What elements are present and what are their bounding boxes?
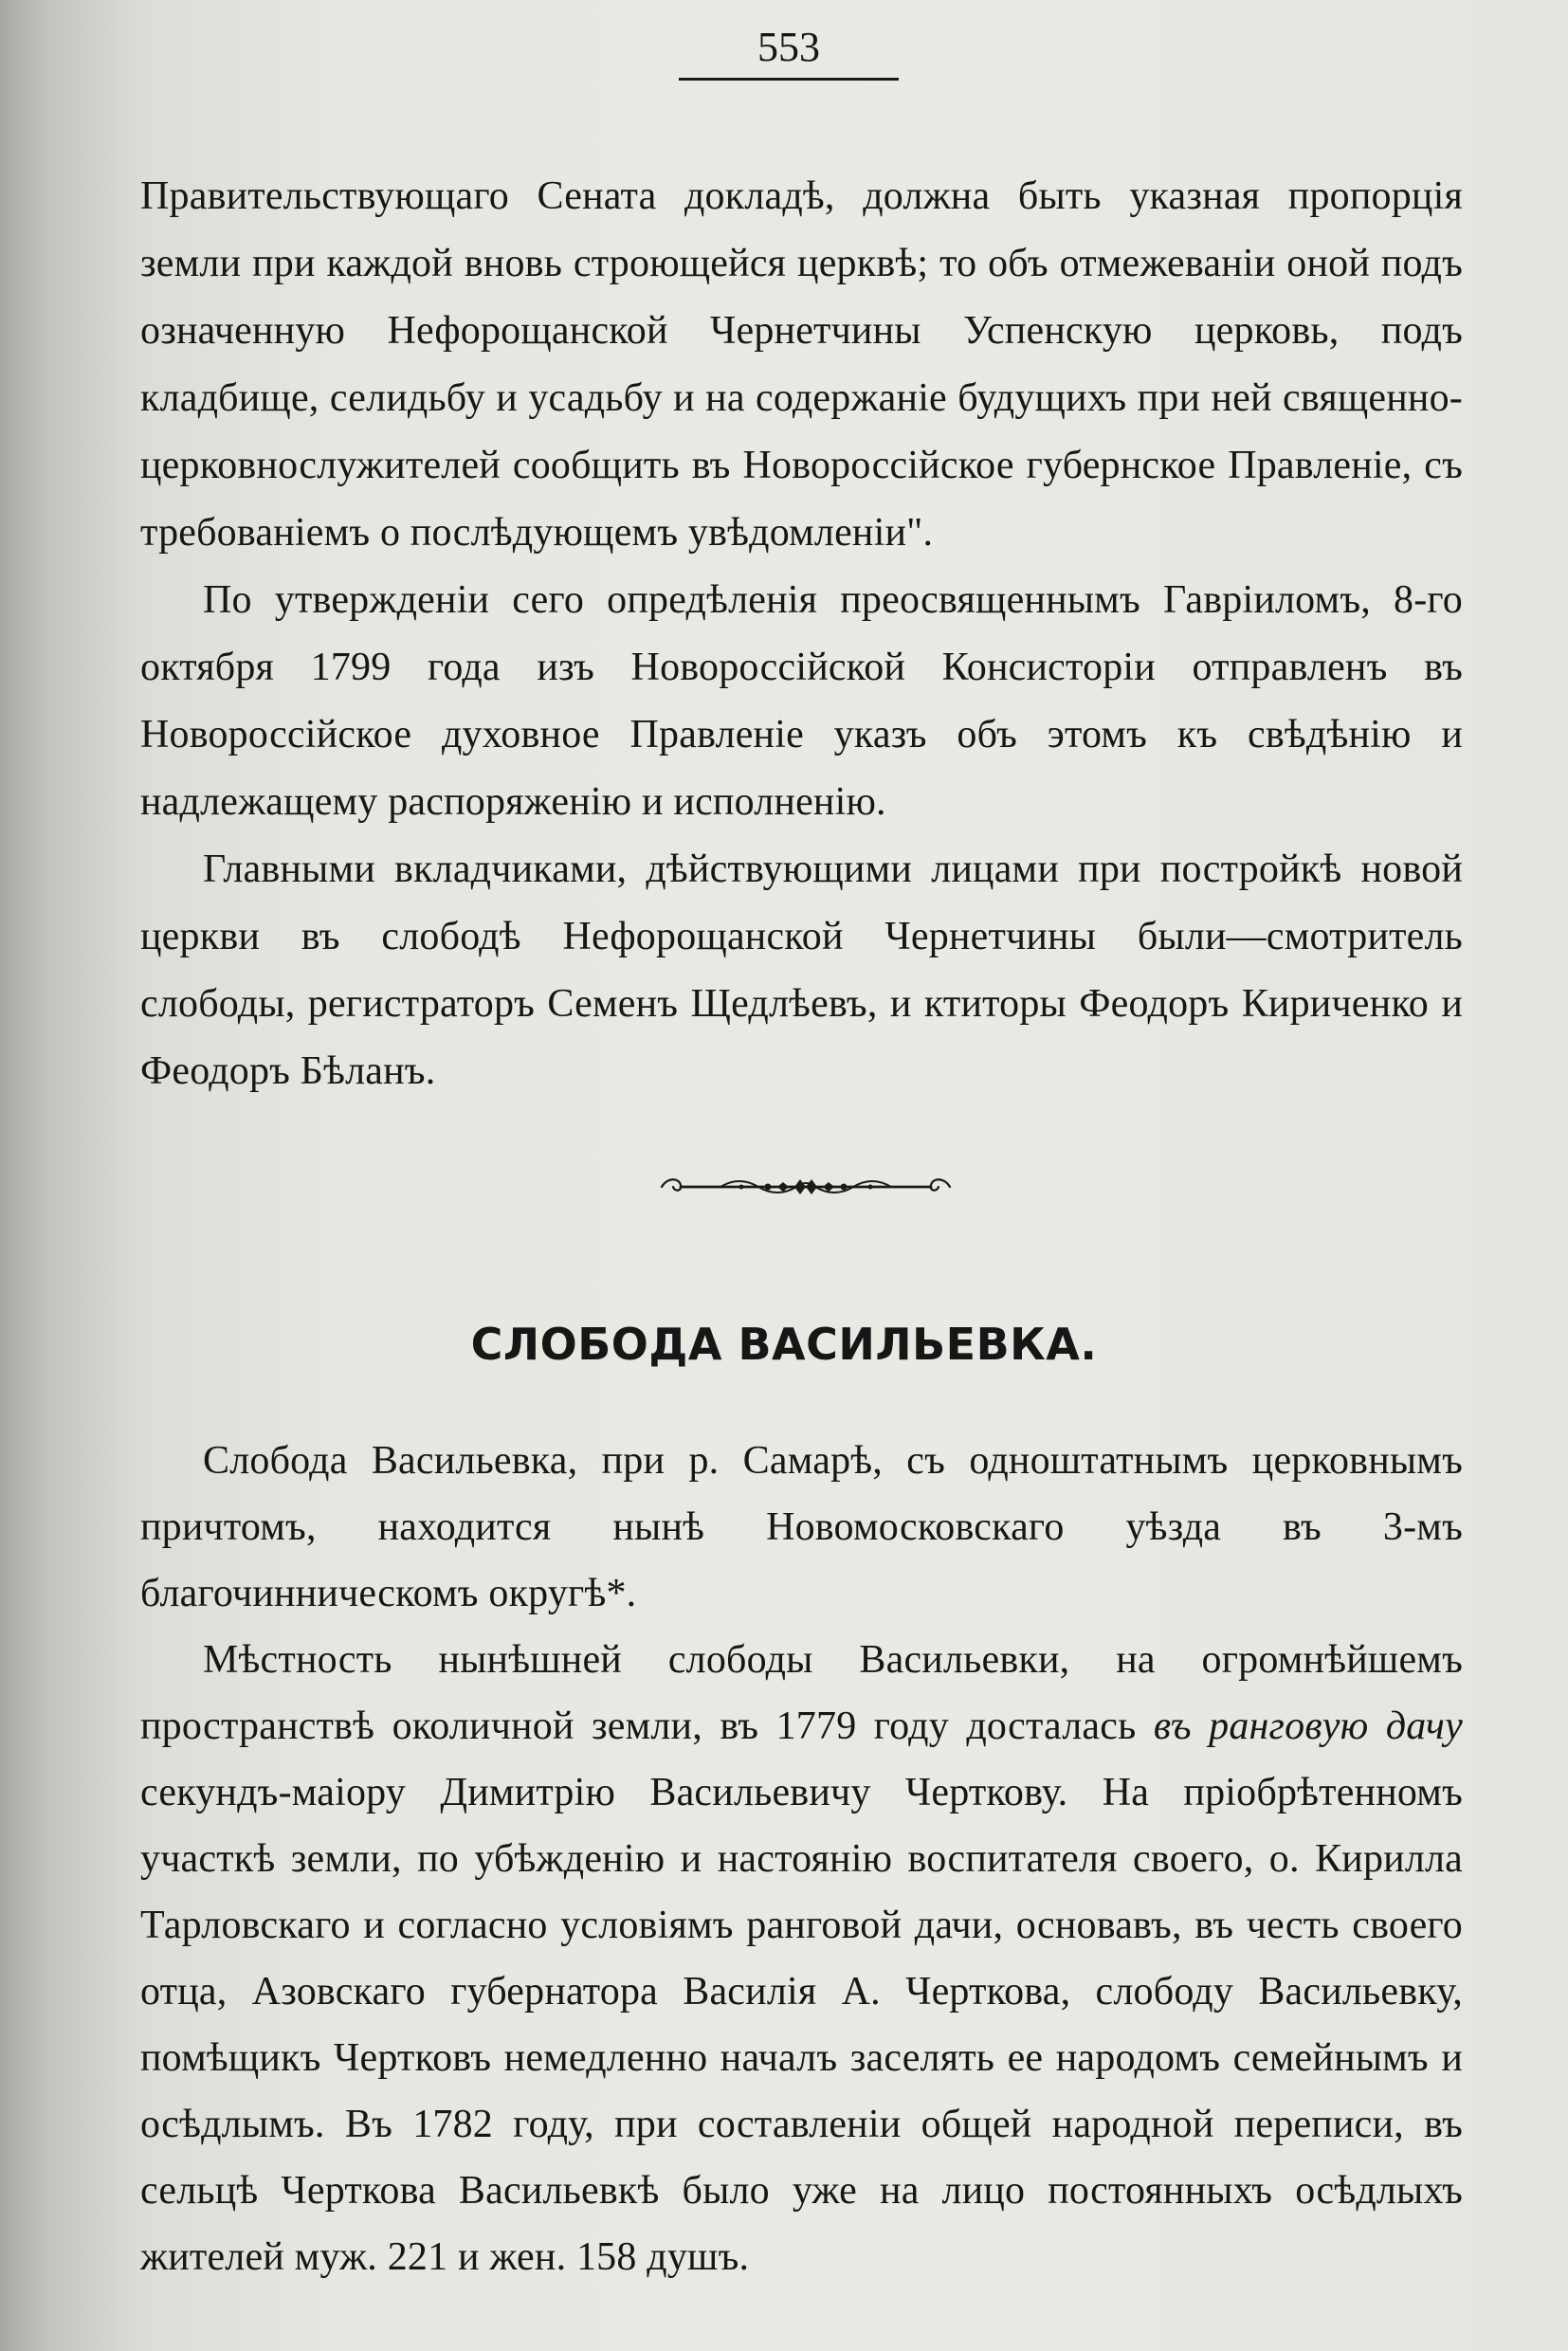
paragraph: Слобода Васильевка, при р. Самарѣ, съ одноштатнымъ церковнымъ причтомъ, находится нынѣ Новомосковскаго уѣзда въ 3-мъ благочинническомъ округѣ*.	[140, 1439, 1463, 1615]
section-title: СЛОБОДА ВАСИЛЬЕВКА.	[470, 1319, 1098, 1370]
paragraph-text: секундъ-маіору Димитрію Васильевичу Черткову. На пріобрѣтенномъ участкѣ земли, по убѣжденію и настоянію воспитателя своего, о. Кирилла Тарловскаго и согласно условіямъ ранговой дачи, основавъ, въ честь своего отца, Азовскаго губернатора Василія А. Черткова, слободу Васильевку, помѣщикъ Чертковъ немедленно началъ заселять ее народомъ семейнымъ и осѣдлымъ. Въ 1782 году, при составленіи общей народной переписи, въ сельцѣ Черткова Васильевкѣ было уже на лицо постоянныхъ осѣдлыхъ жителей муж. 221 и жен. 158 душъ.	[140, 1771, 1463, 2279]
emphasized-text: въ ранговую дачу	[1153, 1704, 1463, 1748]
paragraph	[140, 1627, 1463, 2290]
top-text-block	[140, 163, 1463, 1105]
paragraph: Правительствующаго Сената докладѣ, должна быть указная пропорція земли при каждой вновь строющейся церквѣ; то объ отмежеваніи оной подъ означенную Нефорощанской Чернетчины Успенскую церковь, подъ кладбище, селидьбу и усадьбу и на содержаніе будущихъ при ней священно-церковнослужителей сообщить въ Новороссійское губернское Правленіе, съ требованіемъ о послѣдующемъ увѣдомленіи".	[140, 174, 1463, 555]
page-number: 553	[679, 27, 899, 81]
paragraph-text: Мѣстность нынѣшней слободы Васильевки, на огромнѣйшемъ пространствѣ околичной земли, въ 1779 году досталась	[140, 1638, 1463, 1748]
paragraph: По утвержденіи сего опредѣленія преосвященнымъ Гавріиломъ, 8-го октября 1799 года изъ Новороссійской Консисторіи отправленъ въ Новороссійское духовное Правленіе указъ объ этомъ къ свѣдѣнію и надлежащему распоряженію и исполненію.	[140, 578, 1463, 824]
section-text-block	[140, 1428, 1463, 2290]
decorative-divider-icon	[654, 1164, 957, 1202]
paragraph: Главными вкладчиками, дѣйствующими лицами при постройкѣ новой церкви въ слободѣ Нефорощанской Чернетчины были—смотритель слободы, регистраторъ Семенъ Щедлѣевъ, и ктиторы Феодоръ Кириченко и Феодоръ Бѣланъ.	[140, 847, 1463, 1093]
